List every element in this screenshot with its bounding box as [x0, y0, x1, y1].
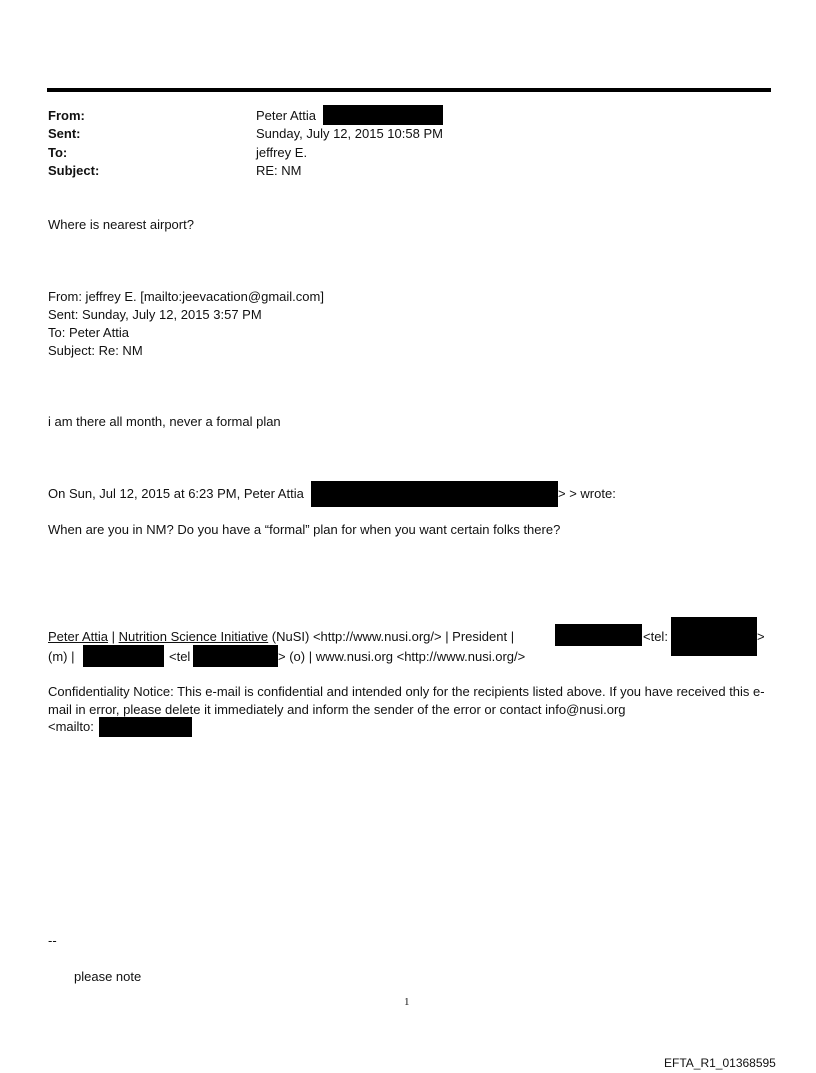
- quoted-from: From: jeffrey E. [mailto:jeevacation@gmail.com]: [48, 289, 324, 304]
- sent-label: Sent:: [48, 126, 81, 141]
- original-body: When are you in NM? Do you have a “formal” plan for when you want certain folks there?: [48, 522, 561, 537]
- to-label: To:: [48, 145, 68, 160]
- on-wrote-suffix: > > wrote:: [558, 486, 616, 501]
- redaction-box: [83, 645, 164, 667]
- document-id: EFTA_R1_01368595: [664, 1056, 776, 1070]
- redaction-box: [99, 717, 192, 737]
- confidentiality-notice: Confidentiality Notice: This e-mail is confidential and intended only for the recipients listed above. If you have received this e-mail in error, please delete it immediately and inform the sender of the error or contact info@nusi.org: [48, 684, 765, 717]
- signature-dashes: --: [48, 933, 57, 948]
- signature-gt: >: [757, 629, 765, 644]
- quoted-sent: Sent: Sunday, July 12, 2015 3:57 PM: [48, 307, 262, 322]
- quoted-subject: Subject: Re: NM: [48, 343, 143, 358]
- redaction-box: [555, 624, 642, 646]
- signature-tel-2: <tel: [169, 649, 191, 664]
- subject-label: Subject:: [48, 163, 100, 178]
- on-wrote-prefix: On Sun, Jul 12, 2015 at 6:23 PM, Peter Attia: [48, 486, 304, 501]
- redaction-box: [323, 105, 443, 125]
- signature-line-1: [48, 629, 514, 644]
- signature-org-link[interactable]: Nutrition Science Initiative: [118, 629, 269, 644]
- page-number: 1: [404, 996, 410, 1008]
- signature-mobile: (m) |: [48, 649, 75, 664]
- from-value: Peter Attia: [256, 108, 316, 123]
- from-label: From:: [48, 108, 85, 123]
- quoted-body: i am there all month, never a formal plan: [48, 414, 281, 429]
- please-note: please note: [74, 969, 142, 984]
- signature-office: > (o) | www.nusi.org <http://www.nusi.org/>: [278, 649, 526, 664]
- to-value: jeffrey E.: [256, 145, 308, 160]
- redaction-box: [311, 481, 558, 507]
- sent-value: Sunday, July 12, 2015 10:58 PM: [256, 126, 443, 141]
- signature-name: Peter Attia: [48, 629, 108, 644]
- redaction-box: [671, 617, 757, 656]
- signature-org-rest: (NuSI) <http://www.nusi.org/> | President |: [268, 629, 515, 644]
- signature-tel-1: <tel:: [643, 629, 668, 644]
- signature-separator: |: [107, 629, 119, 644]
- quoted-to: To: Peter Attia: [48, 325, 129, 340]
- reply-body: Where is nearest airport?: [48, 217, 194, 232]
- header-rule: [47, 88, 771, 92]
- mailto-prefix: <mailto:: [48, 719, 94, 734]
- subject-value: RE: NM: [256, 163, 302, 178]
- redaction-box: [193, 645, 278, 667]
